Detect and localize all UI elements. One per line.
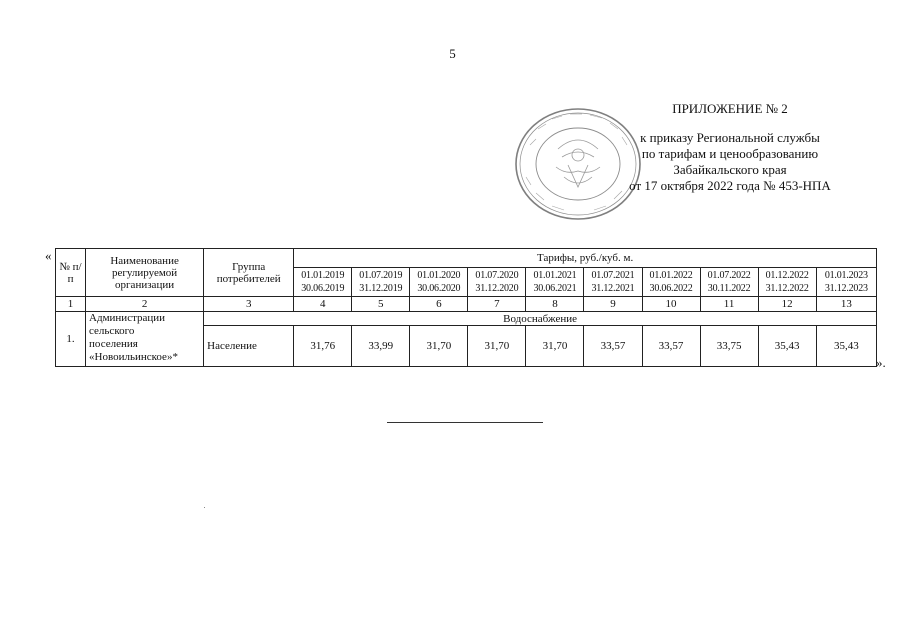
- tariff-value: 31,70: [526, 326, 584, 367]
- section-row: [56, 312, 877, 326]
- appendix-title: ПРИЛОЖЕНИЕ № 2: [672, 101, 788, 116]
- tariff-table: [55, 248, 877, 367]
- footer-divider: [387, 422, 543, 423]
- period-header: 01.07.2020 31.12.2020: [468, 268, 526, 297]
- period-header: 01.01.2022 30.06.2022: [642, 268, 700, 297]
- column-number: 9: [584, 297, 642, 312]
- tariff-value: 33,57: [642, 326, 700, 367]
- column-number: 10: [642, 297, 700, 312]
- tariff-value: 33,99: [352, 326, 410, 367]
- period-header: 01.01.2019 30.06.2019: [294, 268, 352, 297]
- consumer-group: Население: [204, 326, 294, 367]
- appendix-line-1: к приказу Региональной службы: [640, 130, 820, 145]
- section-title: Водоснабжение: [204, 312, 877, 326]
- period-header: 01.12.2022 31.12.2022: [758, 268, 816, 297]
- tariff-value: 35,43: [758, 326, 816, 367]
- header-org: Наименование регулируемой организации: [86, 249, 204, 297]
- row-number: 1.: [56, 312, 86, 367]
- period-header: 01.01.2023 31.12.2023: [816, 268, 876, 297]
- period-header: 01.01.2021 30.06.2021: [526, 268, 584, 297]
- organization-name: Администрации сельского поселения «Новоильинское»*: [86, 312, 204, 367]
- column-number: 11: [700, 297, 758, 312]
- column-number-row: [56, 297, 877, 312]
- column-number: 3: [204, 297, 294, 312]
- opening-quote: «: [45, 248, 52, 263]
- header-tariffs: Тарифы, руб./куб. м.: [294, 249, 877, 268]
- tariff-value: 35,43: [816, 326, 876, 367]
- scan-speck: [204, 507, 205, 508]
- appendix-header: [600, 101, 860, 194]
- tariff-value: 31,76: [294, 326, 352, 367]
- column-number: 1: [56, 297, 86, 312]
- period-header: 01.07.2021 31.12.2021: [584, 268, 642, 297]
- appendix-line-3: Забайкальского края: [673, 162, 787, 177]
- closing-quote: ».: [876, 355, 886, 370]
- column-number: 13: [816, 297, 876, 312]
- page-number: 5: [449, 46, 456, 61]
- header-row-main: [56, 249, 877, 268]
- tariff-value: 31,70: [468, 326, 526, 367]
- period-header: 01.07.2019 31.12.2019: [352, 268, 410, 297]
- period-header: 01.01.2020 30.06.2020: [410, 268, 468, 297]
- column-number: 6: [410, 297, 468, 312]
- header-group: Группа потребителей: [204, 249, 294, 297]
- appendix-line-4: от 17 октября 2022 года № 453-НПА: [629, 178, 831, 193]
- period-header: 01.07.2022 30.11.2022: [700, 268, 758, 297]
- tariff-value: 33,57: [584, 326, 642, 367]
- header-num: № п/п: [56, 249, 86, 297]
- column-number: 4: [294, 297, 352, 312]
- column-number: 12: [758, 297, 816, 312]
- column-number: 8: [526, 297, 584, 312]
- tariff-value: 33,75: [700, 326, 758, 367]
- tariff-value: 31,70: [410, 326, 468, 367]
- appendix-line-2: по тарифам и ценообразованию: [641, 146, 819, 161]
- column-number: 7: [468, 297, 526, 312]
- column-number: 2: [86, 297, 204, 312]
- column-number: 5: [352, 297, 410, 312]
